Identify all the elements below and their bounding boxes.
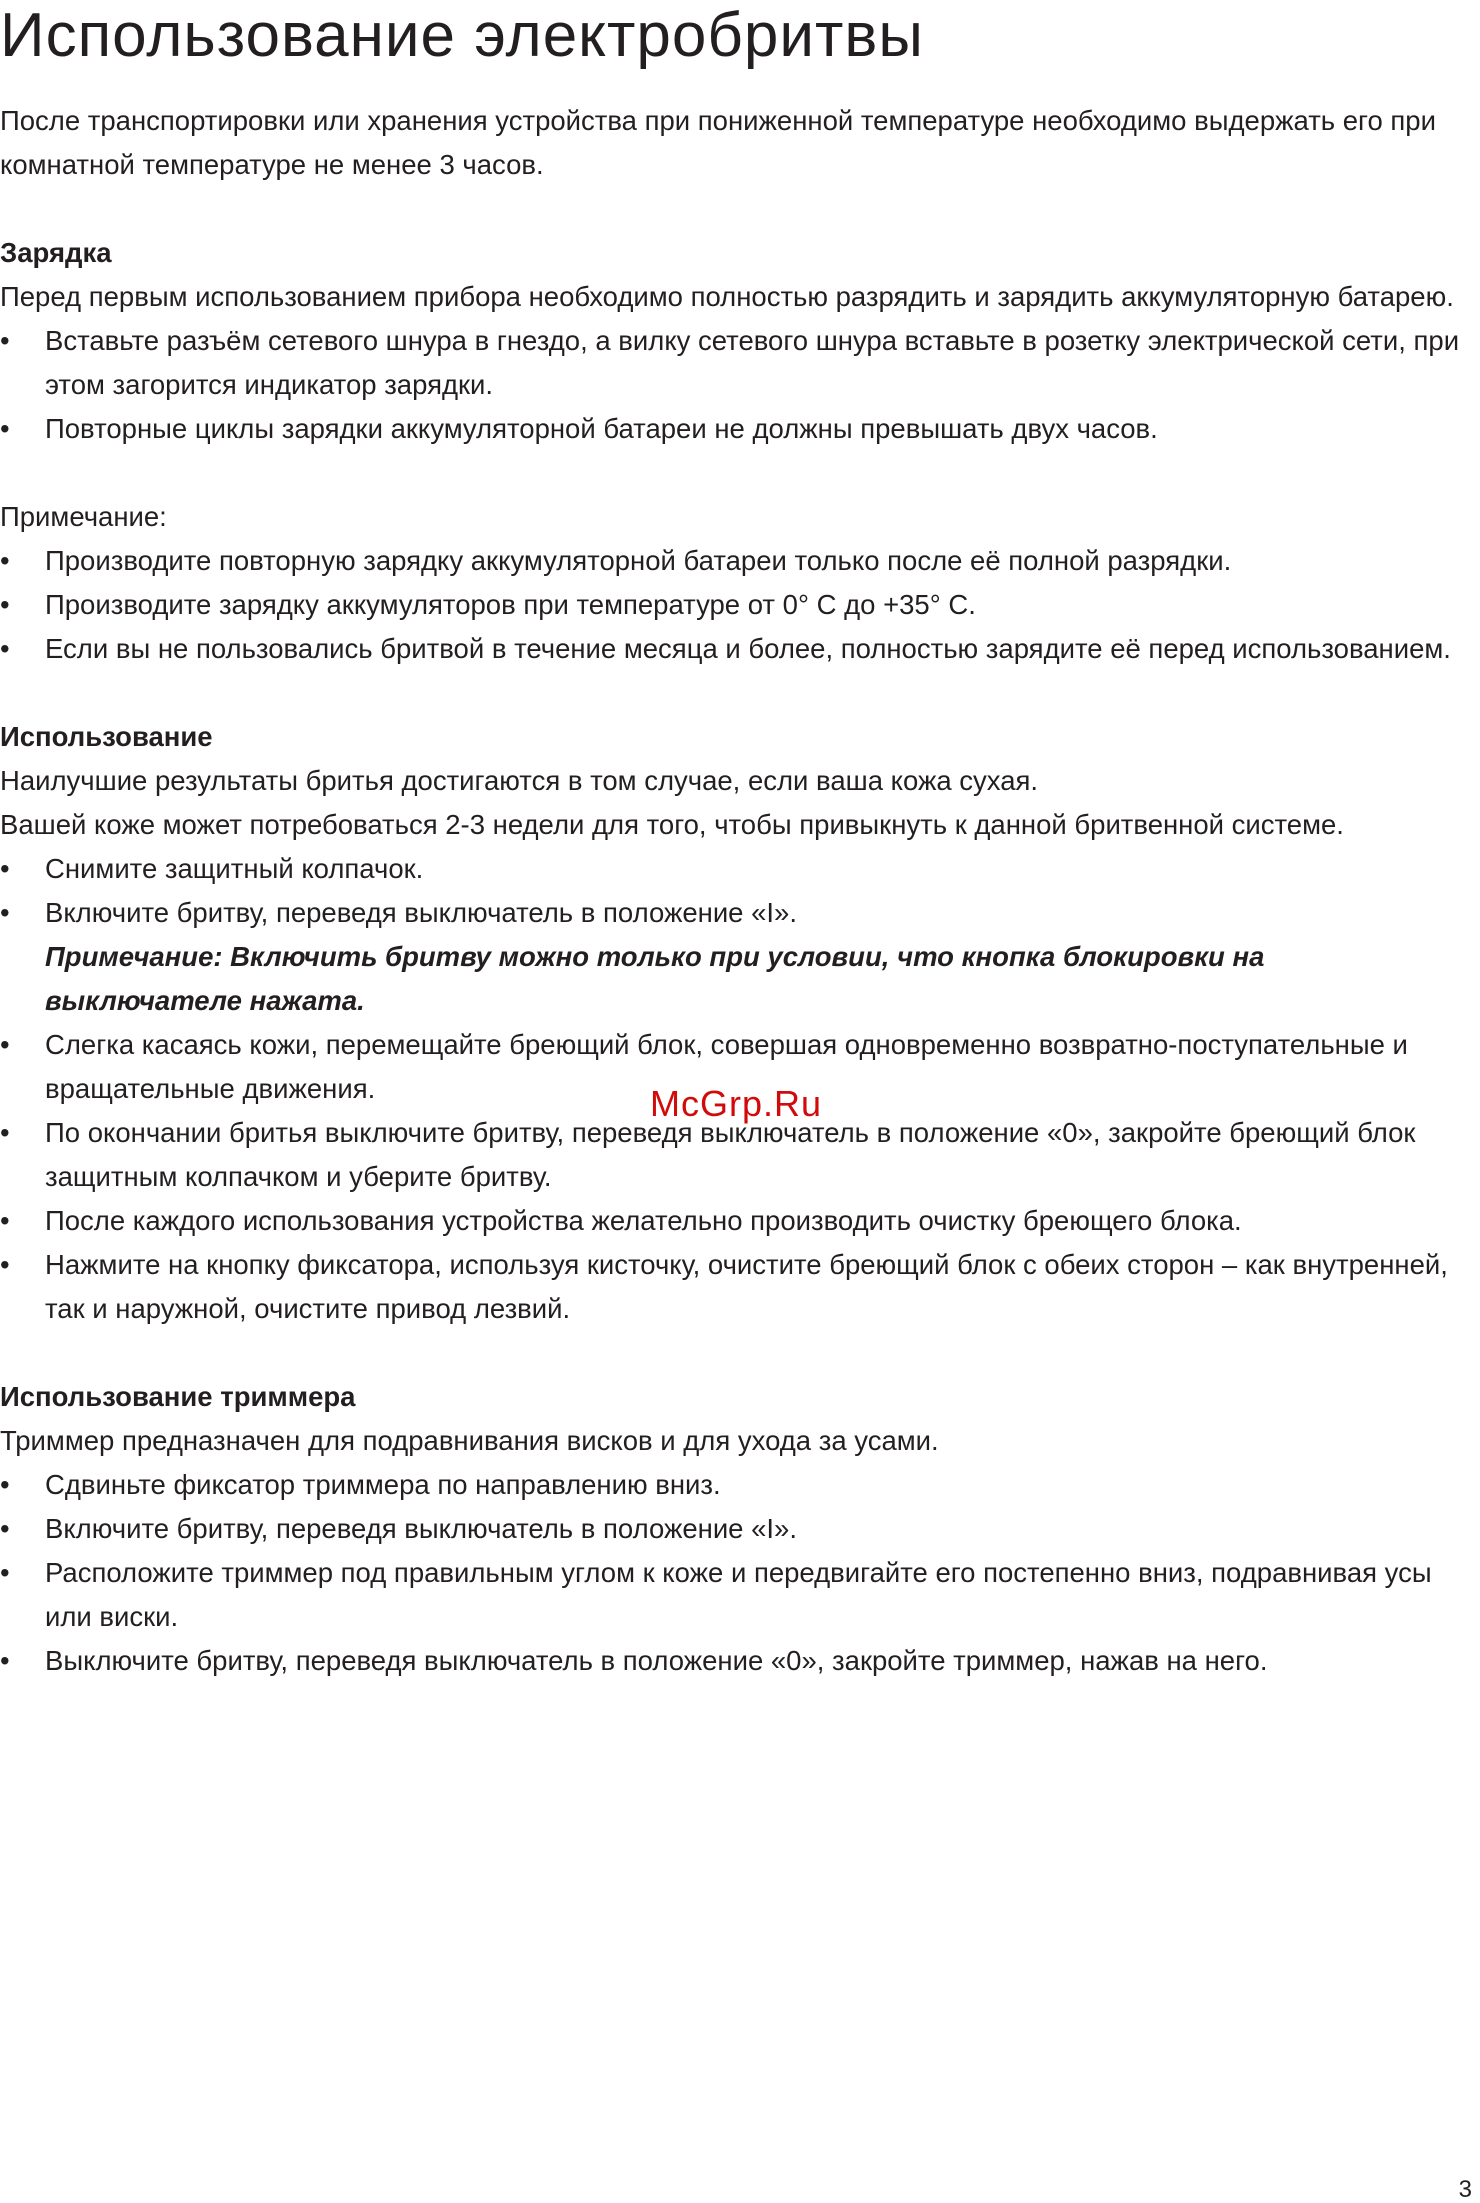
usage-line: Наилучшие результаты бритья достигаются в том случае, если ваша кожа сухая. <box>0 765 1039 796</box>
trimmer-heading: Использование триммера <box>0 1381 356 1412</box>
list-item: • Включите бритву, переведя выключатель в положение «I». <box>0 1507 1460 1551</box>
list-item <box>0 891 1460 1023</box>
list-item: • Снимите защитный колпачок. <box>0 847 1460 891</box>
list-item: • Расположите триммер под правильным углом к коже и передвигайте его постепенно вниз, подравнивая усы или виски. <box>0 1551 1460 1639</box>
note-label: Примечание: <box>0 501 167 532</box>
list-item: • Повторные циклы зарядки аккумуляторной батареи не должны превышать двух часов. <box>0 407 1460 451</box>
note-list <box>0 539 1460 671</box>
section-spacer <box>0 187 1460 231</box>
trimmer-list <box>0 1463 1460 1683</box>
list-item: • Производите зарядку аккумуляторов при температуре от 0° C до +35° C. <box>0 583 1460 627</box>
intro-paragraph: После транспортировки или хранения устройства при пониженной температуре необходимо выдержать его при комнатной температуре не менее 3 часов. <box>0 105 1436 180</box>
watermark: McGrp.Ru <box>650 1083 823 1124</box>
document-body <box>0 99 1460 1683</box>
note-section <box>0 495 1460 671</box>
charging-heading: Зарядка <box>0 237 112 268</box>
section-spacer <box>0 451 1460 495</box>
usage-heading: Использование <box>0 721 213 752</box>
trimmer-section <box>0 1375 1460 1683</box>
charging-list <box>0 319 1460 451</box>
list-item: • Сдвиньте фиксатор триммера по направлению вниз. <box>0 1463 1460 1507</box>
list-item: • Нажмите на кнопку фиксатора, используя кисточку, очистите бреющий блок с обеих сторон – как внутренней, так и наружной, очистите привод лезвий. <box>0 1243 1460 1331</box>
list-item: • Если вы не пользовались бритвой в течение месяца и более, полностью зарядите её перед использованием. <box>0 627 1460 671</box>
list-item-text: Включите бритву, переведя выключатель в положение «I». <box>45 897 797 928</box>
list-item: • Производите повторную зарядку аккумуляторной батареи только после её полной разрядки. <box>0 539 1460 583</box>
list-item: • После каждого использования устройства желательно производить очистку бреющего блока. <box>0 1199 1460 1243</box>
section-spacer <box>0 1331 1460 1375</box>
charging-text: Перед первым использованием прибора необходимо полностью разрядить и зарядить аккумуляторную батарею. <box>0 281 1454 312</box>
list-item: • Выключите бритву, переведя выключатель в положение «0», закройте триммер, нажав на него. <box>0 1639 1460 1683</box>
list-item: • Слегка касаясь кожи, перемещайте бреющий блок, совершая одновременно возвратно-поступательные и вращательные движения. <box>0 1023 1460 1111</box>
page-title: Использование электробритвы <box>0 1 924 70</box>
charging-section <box>0 231 1460 451</box>
list-item: • Вставьте разъём сетевого шнура в гнездо, а вилку сетевого шнура вставьте в розетку электрической сети, при этом загорится индикатор зарядки. <box>0 319 1460 407</box>
list-item: • По окончании бритья выключите бритву, переведя выключатель в положение «0», закройте бреющий блок защитным колпачком и уберите бритву. <box>0 1111 1460 1199</box>
page-number: 3 <box>1458 2176 1472 2203</box>
section-spacer <box>0 671 1460 715</box>
usage-section <box>0 715 1460 1331</box>
usage-line: Вашей коже может потребоваться 2-3 недели для того, чтобы привыкнуть к данной бритвенной системе. <box>0 809 1344 840</box>
trimmer-text: Триммер предназначен для подравнивания висков и для ухода за усами. <box>0 1425 939 1456</box>
inline-note: Примечание: Включить бритву можно только при условии, что кнопка блокировки на выключателе нажата. <box>45 941 1265 1016</box>
